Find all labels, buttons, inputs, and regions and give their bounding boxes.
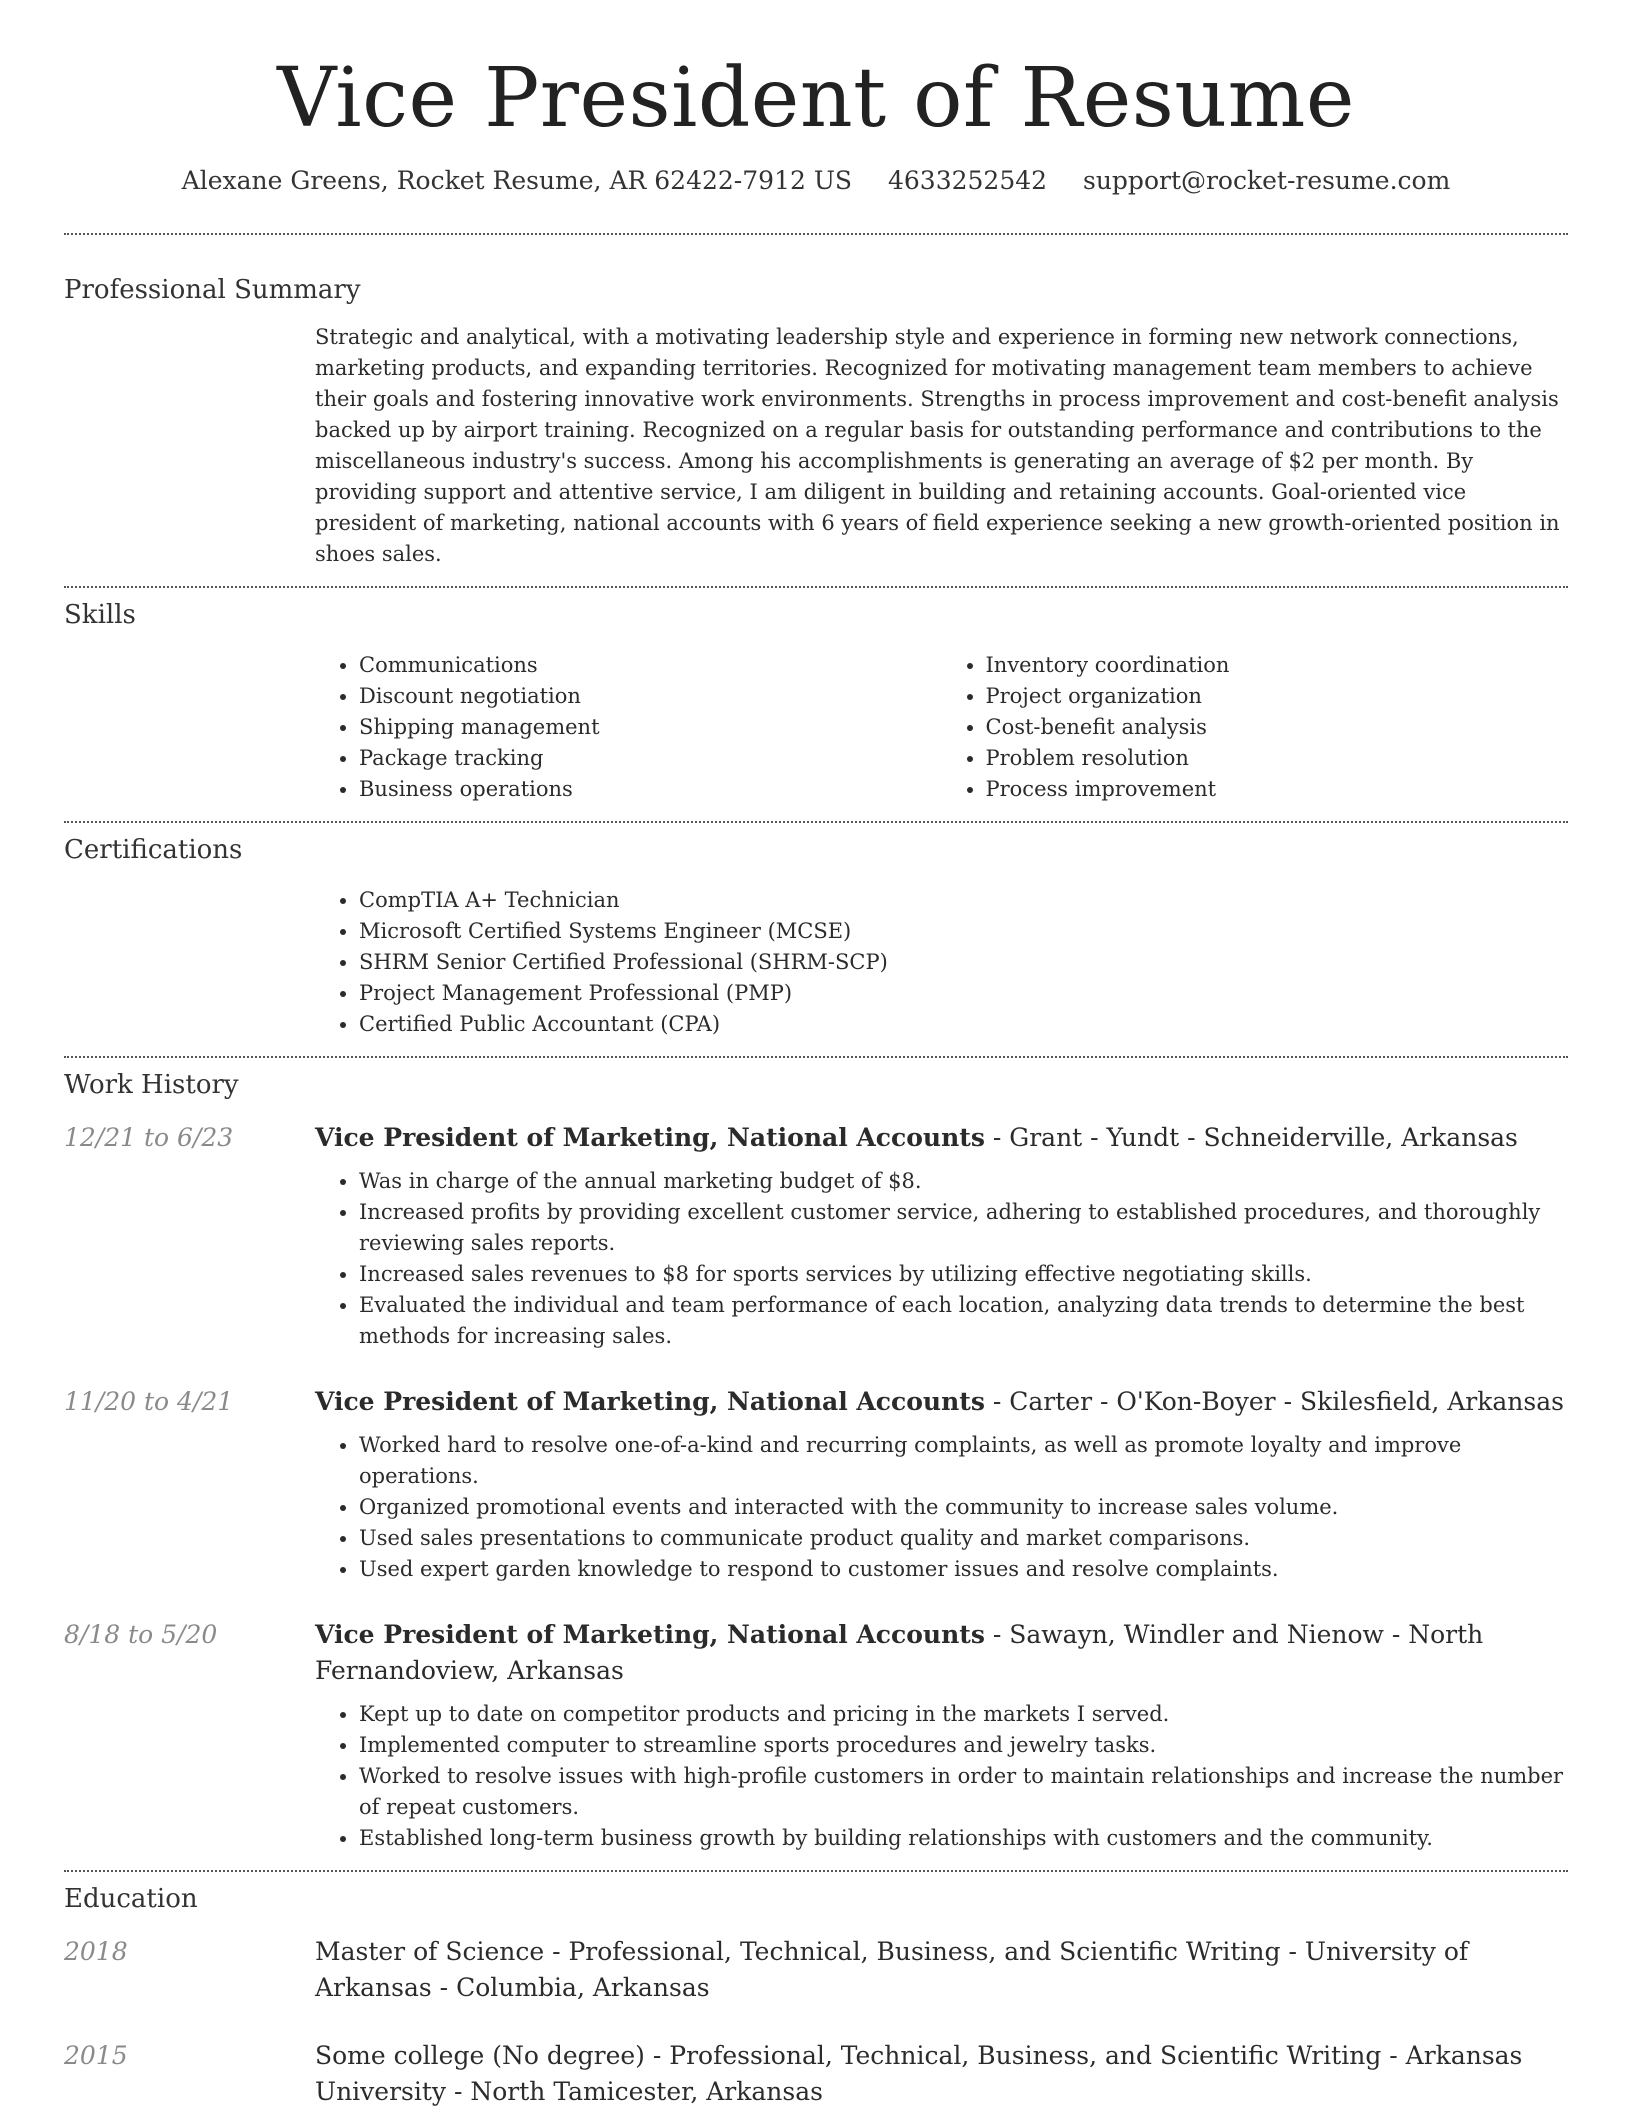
work-bullet: • Used sales presentations to communicate product quality and market comparisons.: [359, 1523, 1568, 1554]
contact-address: Alexane Greens, Rocket Resume, AR 62422-7912 US: [181, 166, 853, 196]
skills-grid: [315, 650, 1568, 805]
skill-item: • Inventory coordination: [986, 650, 1569, 681]
work-bullet: • Established long-term business growth by building relationships with customers and the community.: [359, 1823, 1568, 1854]
skill-item: • Business operations: [359, 774, 942, 805]
skill-item: • Discount negotiation: [359, 681, 942, 712]
work-entry-bullets: [315, 1166, 1568, 1352]
work-history-section: [64, 1070, 1568, 1854]
section-title-education: Education: [64, 1884, 198, 1915]
work-entry-date: 11/20 to 4/21: [64, 1387, 234, 1417]
work-entry-title: [315, 1384, 1568, 1420]
summary-text: Strategic and analytical, with a motivating leadership style and experience in forming new network connections, marketing products, and expanding territories. Recognized for motivating management team members to achieve their goals and fostering innovative work environments. Strengths in process improvement and cost-benefit analysis backed up by airport training. Recognized on a regular basis for outstanding performance and contributions to the miscellaneous industry's success. Among his accomplishments is generating an average of $2 per month. By providing support and attentive service, I am diligent in building and retaining accounts. Goal-oriented vice president of marketing, national accounts with 6 years of field experience seeking a new growth-oriented position in shoes sales.: [315, 325, 1560, 567]
work-entry-role: Vice President of Marketing, National Accounts: [315, 1387, 985, 1417]
skill-item: • Shipping management: [359, 712, 942, 743]
work-entry-date: 8/18 to 5/20: [64, 1620, 218, 1650]
divider: [64, 586, 1568, 588]
work-entry-detail: - Sawayn, Windler and Nienow - North Fernandoview, Arkansas: [315, 1620, 1484, 1686]
work-bullet: • Was in charge of the annual marketing budget of $8.: [359, 1166, 1568, 1197]
work-bullet: • Worked to resolve issues with high-profile customers in order to maintain relationships and increase the number of repeat customers.: [359, 1761, 1568, 1823]
section-title-work-history: Work History: [64, 1070, 239, 1101]
education-entry-date: 2015: [64, 2041, 128, 2071]
work-entry-bullets: [315, 1699, 1568, 1854]
work-bullet: • Organized promotional events and interacted with the community to increase sales volume.: [359, 1492, 1568, 1523]
certification-item: • Certified Public Accountant (CPA): [359, 1009, 1568, 1040]
education-entry: [64, 1934, 1568, 2006]
certification-item: • CompTIA A+ Technician: [359, 885, 1568, 916]
divider: [64, 821, 1568, 823]
divider: [64, 233, 1568, 235]
skill-item: • Package tracking: [359, 743, 942, 774]
skill-item: • Process improvement: [986, 774, 1569, 805]
certification-item: • Microsoft Certified Systems Engineer (MCSE): [359, 916, 1568, 947]
skills-list-left: [315, 650, 942, 805]
work-bullet: • Worked hard to resolve one-of-a-kind and recurring complaints, as well as promote loyalty and improve operations.: [359, 1430, 1568, 1492]
skills-list-right: [942, 650, 1569, 805]
work-bullet: • Kept up to date on competitor products and pricing in the markets I served.: [359, 1699, 1568, 1730]
work-entry: [64, 1384, 1568, 1585]
work-entry-title: [315, 1120, 1568, 1156]
skill-item: • Communications: [359, 650, 942, 681]
work-bullet: • Implemented computer to streamline sports procedures and jewelry tasks.: [359, 1730, 1568, 1761]
section-title-certifications: Certifications: [64, 835, 243, 866]
section-title-summary: Professional Summary: [64, 275, 361, 306]
divider: [64, 1056, 1568, 1058]
education-entry: [64, 2038, 1568, 2110]
work-bullet: • Increased sales revenues to $8 for sports services by utilizing effective negotiating skills.: [359, 1259, 1568, 1290]
certification-item: • SHRM Senior Certified Professional (SHRM-SCP): [359, 947, 1568, 978]
resume-name: Vice President of Resume: [277, 51, 1355, 146]
education-section: [64, 1884, 1568, 2110]
work-entry-bullets: [315, 1430, 1568, 1585]
work-entry-detail: - Carter - O'Kon-Boyer - Skilesfield, Arkansas: [984, 1387, 1564, 1417]
certifications-list: [315, 885, 1568, 1040]
work-entry: [64, 1120, 1568, 1352]
skill-item: • Project organization: [986, 681, 1569, 712]
contact-phone: 4633252542: [887, 166, 1048, 196]
contact-line: [64, 166, 1568, 195]
work-bullet: • Used expert garden knowledge to respond to customer issues and resolve complaints.: [359, 1554, 1568, 1585]
work-entry-date: 12/21 to 6/23: [64, 1123, 234, 1153]
resume-page: [64, 0, 1568, 2110]
work-entry-detail: - Grant - Yundt - Schneiderville, Arkansas: [984, 1123, 1518, 1153]
contact-email: support@rocket-resume.com: [1083, 166, 1451, 196]
work-bullet: • Increased profits by providing excellent customer service, adhering to established procedures, and thoroughly reviewing sales reports.: [359, 1197, 1568, 1259]
work-entry: [64, 1617, 1568, 1854]
work-entry-title: [315, 1617, 1568, 1689]
summary-section: [64, 275, 1568, 570]
education-entry-title: Some college (No degree) - Professional, Technical, Business, and Scientific Writing - Arkansas University - North Tamicester, Arkansas: [315, 2041, 1523, 2107]
skills-section: [64, 600, 1568, 805]
divider: [64, 1870, 1568, 1872]
education-entry-date: 2018: [64, 1937, 128, 1967]
work-entry-role: Vice President of Marketing, National Accounts: [315, 1620, 985, 1650]
education-entry-title: Master of Science - Professional, Technical, Business, and Scientific Writing - University of Arkansas - Columbia, Arkansas: [315, 1937, 1469, 2003]
work-bullet: • Evaluated the individual and team performance of each location, analyzing data trends to determine the best methods for increasing sales.: [359, 1290, 1568, 1352]
work-entry-role: Vice President of Marketing, National Accounts: [315, 1123, 985, 1153]
skill-item: • Problem resolution: [986, 743, 1569, 774]
skill-item: • Cost-benefit analysis: [986, 712, 1569, 743]
section-title-skills: Skills: [64, 600, 136, 631]
certifications-section: [64, 835, 1568, 1040]
certification-item: • Project Management Professional (PMP): [359, 978, 1568, 1009]
